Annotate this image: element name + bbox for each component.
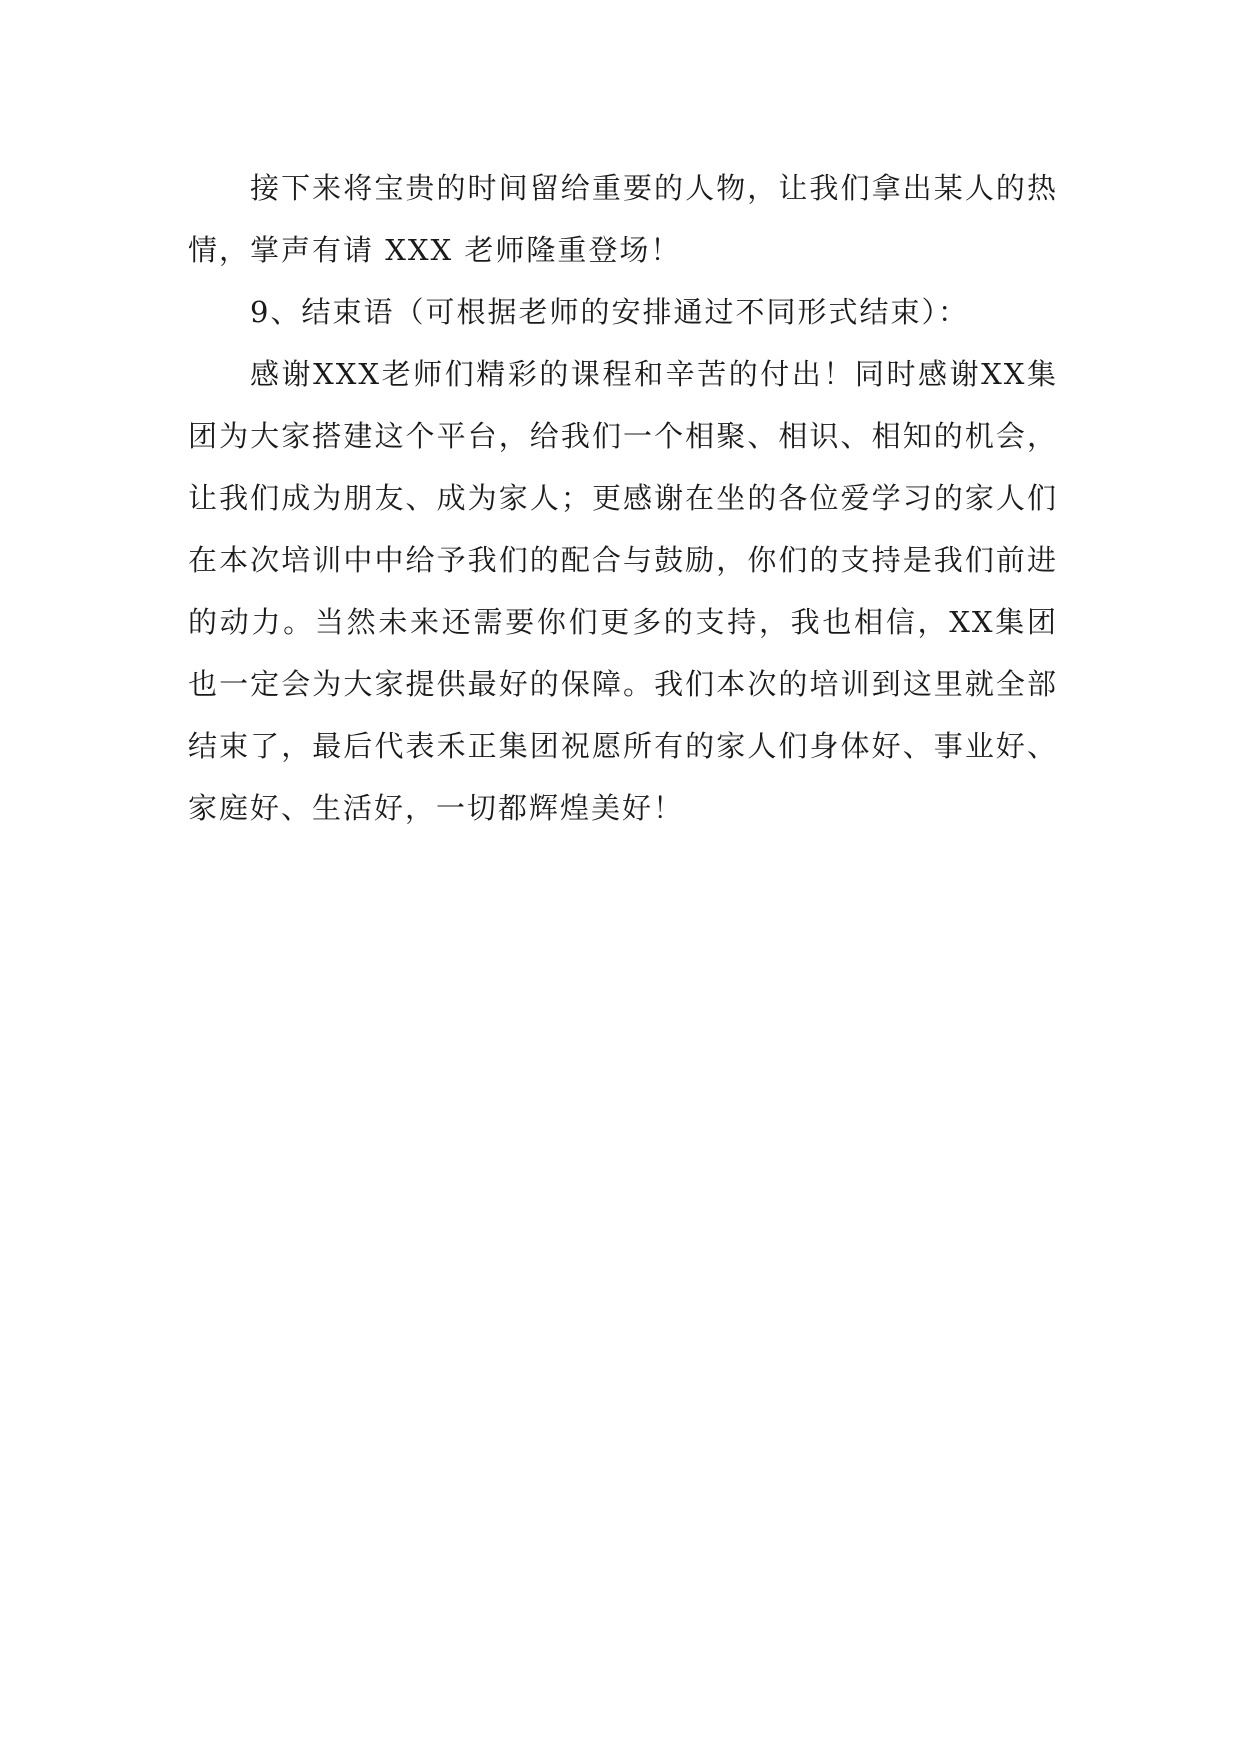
paragraph-closing-heading: 9、结束语（可根据老师的安排通过不同形式结束）： bbox=[250, 295, 969, 329]
document-body bbox=[188, 157, 1058, 839]
paragraph-closing-speech: 感谢XXX老师们精彩的课程和辛苦的付出！同时感谢XX集团为大家搭建这个平台，给我们一个相聚、相识、相知的机会，让我们成为朋友、成为家人；更感谢在坐的各位爱学习的家人们在本次培训中中给予我们的配合与鼓励，你们的支持是我们前进的动力。当然未来还需要你们更多的支持，我也相信，XX集团也一定会为大家提供最好的保障。我们本次的培训到这里就全部结束了，最后代表禾正集团祝愿所有的家人们身体好、事业好、家庭好、生活好，一切都辉煌美好！ bbox=[188, 357, 1058, 825]
paragraph-introduce-teacher: 接下来将宝贵的时间留给重要的人物，让我们拿出某人的热情，掌声有请 XXX 老师隆重登场！ bbox=[188, 171, 1058, 267]
